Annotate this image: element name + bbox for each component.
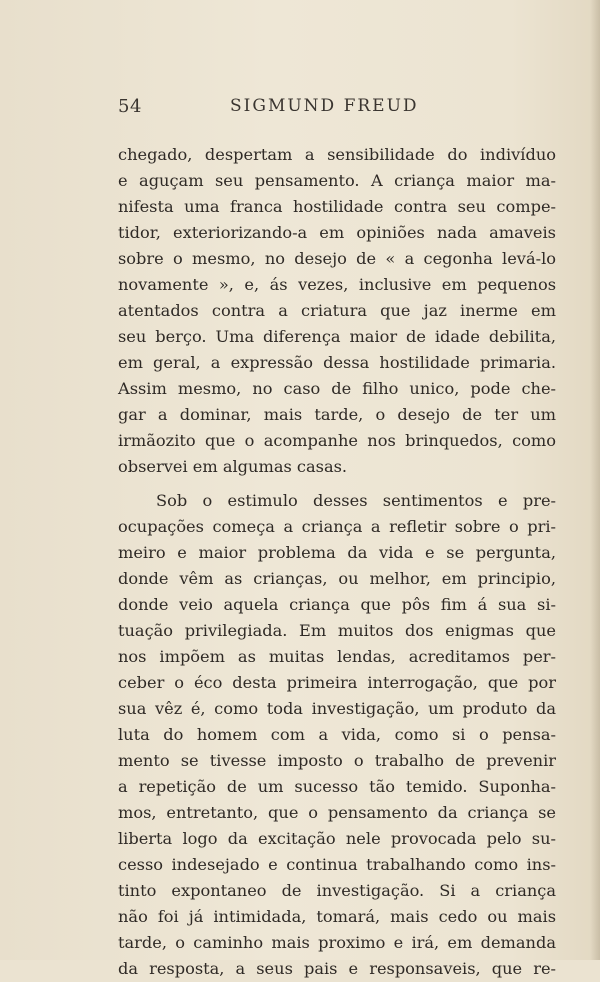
page-number: 54 — [118, 96, 142, 117]
text-line: tuação privilegiada. Em muitos dos enigmas que — [118, 621, 556, 640]
text-line: nos impõem as muitas lendas, acreditamos per- — [118, 647, 556, 666]
text-line: em geral, a expressão dessa hostilidade primaria. — [118, 353, 556, 372]
paragraph-2 — [118, 488, 556, 982]
text-line: liberta logo da excitação nele provocada pelo su- — [118, 829, 556, 848]
text-line: ocupações começa a criança a refletir sobre o pri- — [118, 517, 556, 536]
text-line: Sob o estimulo desses sentimentos e pre- — [156, 491, 556, 510]
text-line: não foi já intimidada, tomará, mais cedo ou mais — [118, 907, 556, 926]
text-line: tinto expontaneo de investigação. Si a criança — [118, 881, 556, 900]
page-spine-shadow — [590, 0, 600, 960]
text-line: tarde, o caminho mais proximo e irá, em demanda — [118, 933, 556, 952]
text-line: luta do homem com a vida, como si o pensa- — [118, 725, 556, 744]
text-line: sua vêz é, como toda investigação, um produto da — [118, 699, 556, 718]
text-line: sobre o mesmo, no desejo de « a cegonha levá-lo — [118, 249, 556, 268]
text-line: tidor, exteriorizando-a em opiniões nada amaveis — [118, 223, 556, 242]
text-line: donde veio aquela criança que pôs fim á sua si- — [118, 595, 556, 614]
text-line: seu berço. Uma diferença maior de idade debilita, — [118, 327, 556, 346]
paragraph-1 — [118, 142, 556, 480]
text-line: mento se tivesse imposto o trabalho de prevenir — [118, 751, 556, 770]
text-line: novamente », e, ás vezes, inclusive em pequenos — [118, 275, 556, 294]
body-text — [118, 142, 556, 982]
paragraph-gap — [118, 480, 556, 488]
text-line: meiro e maior problema da vida e se pergunta, — [118, 543, 556, 562]
text-line: Assim mesmo, no caso de filho unico, pode che- — [118, 379, 556, 398]
text-line: gar a dominar, mais tarde, o desejo de ter um — [118, 405, 556, 424]
text-line: observei em algumas casas. — [118, 457, 348, 476]
page-header — [118, 96, 558, 118]
running-head: SIGMUND FREUD — [230, 96, 419, 116]
text-line: e aguçam seu pensamento. A criança maior ma- — [118, 171, 556, 190]
text-line: irmãozito que o acompanhe nos brinquedos, como — [118, 431, 556, 450]
text-line: atentados contra a criatura que jaz inerme em — [118, 301, 556, 320]
text-line: donde vêm as crianças, ou melhor, em principio, — [118, 569, 556, 588]
text-line: nifesta uma franca hostilidade contra seu compe- — [118, 197, 556, 216]
text-line: mos, entretanto, que o pensamento da criança se — [118, 803, 556, 822]
text-line: da resposta, a seus pais e responsaveis, que re- — [118, 959, 556, 978]
text-line: a repetição de um sucesso tão temido. Suponha- — [118, 777, 556, 796]
text-line: chegado, despertam a sensibilidade do indivíduo — [118, 145, 556, 164]
text-line: cesso indesejado e continua trabalhando como ins- — [118, 855, 556, 874]
text-line: ceber o éco desta primeira interrogação, que por — [118, 673, 556, 692]
